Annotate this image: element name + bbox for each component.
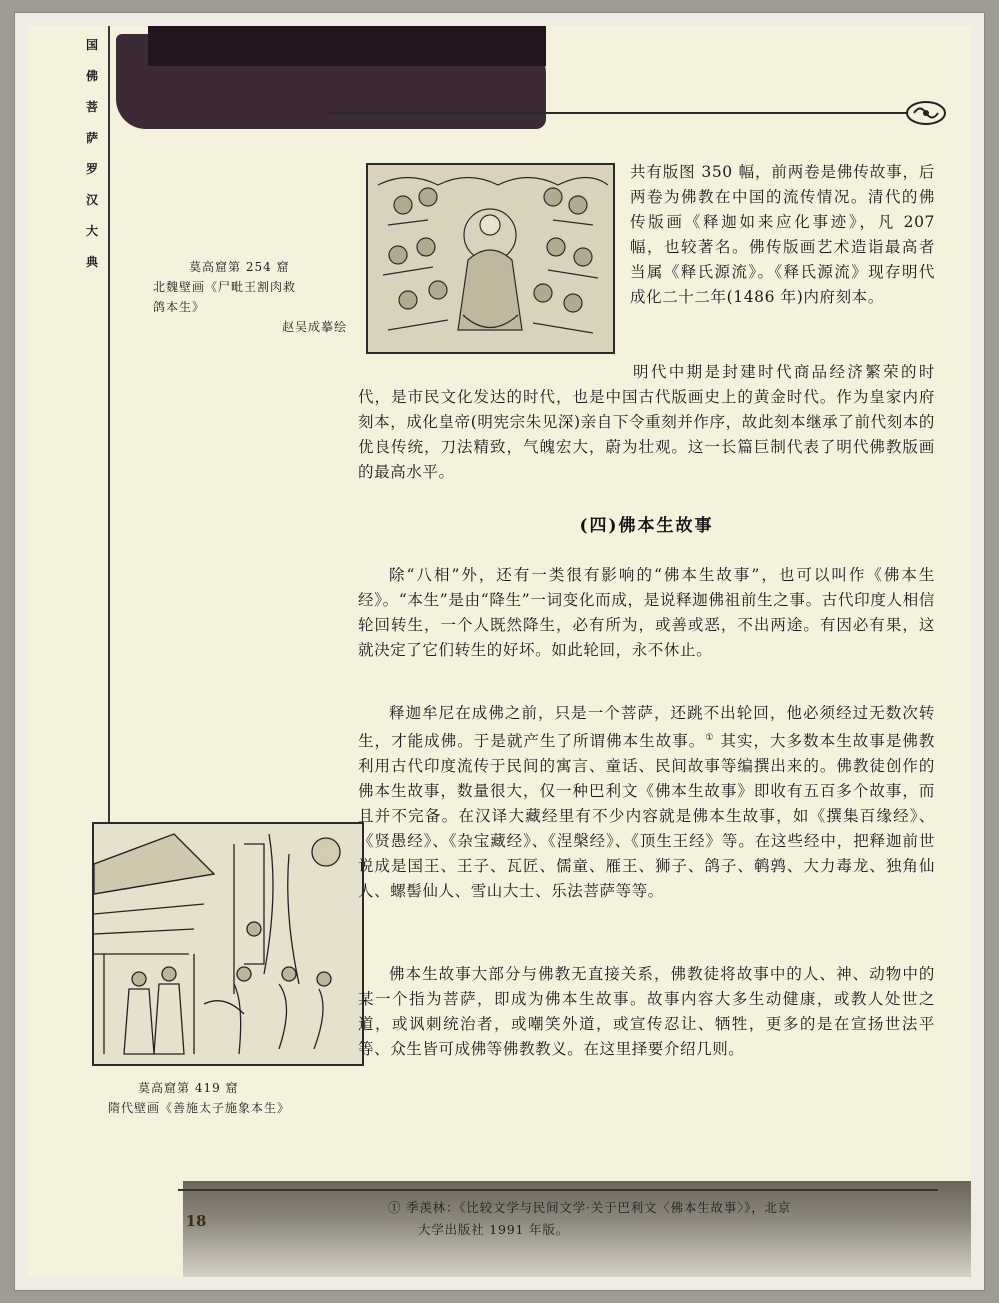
paragraph-jataka-content: 佛本生故事大部分与佛教无直接关系，佛教徒将故事中的人、神、动物中的某一个指为菩萨，即成为佛本生故事。故事内容大多生动健康，或教人处世之道，或讽刺统治者，或嘲笑外道，或宣传忍让、牺牲，更多的是在宣扬世法平等、众生皆可成佛等佛教教义。在这里择要介绍几则。: [358, 965, 935, 1058]
footnote-ref: ①: [705, 733, 715, 743]
paragraph-ming: 明代中期是封建时代商品经济繁荣的时代，是市民文化发达的时代，也是中国古代版画史上的黄金时代。作为皇家内府刻本，成化皇帝(明宪宗朱见深)亲自下令重刻并作序，故此刻本继承了前代刻本的优良传统，刀法精致，气魄宏大，蔚为壮观。这一长篇巨制代表了明代佛教版画的最高水平。: [358, 363, 935, 481]
side-title-char: 国: [85, 38, 98, 52]
side-title-char: 萨: [85, 131, 98, 145]
side-title-char: 佛: [85, 69, 98, 83]
paragraph-text: 其实，大多数本生故事是佛教利用古代印度流传于民间的寓言、童话、民间故事等编撰出来的。佛教徒创作的佛本生故事，数量很大，仅一种巴利文《佛本生故事》即收有五百多个故事，而且并不完备。在汉译大藏经里有不少内容就是佛本生故事，如《撰集百缘经》、《贤愚经》、《杂宝藏经》、《涅槃经》、《顶生王经》等。在这些经中，把释迦前世说成是国王、王子、瓦匠、儒童、雁王、狮子、鸽子、鹌鹑、大力毒龙、独角仙人、螺髻仙人、雪山大士、乐法菩萨等等。: [358, 732, 935, 901]
side-title-char: 菩: [85, 100, 98, 114]
book-page: [28, 26, 971, 1277]
header-rule: [328, 112, 918, 114]
caption-line: 莫高窟第 254 窟: [189, 260, 290, 274]
figure1-caption: [153, 257, 353, 337]
caption-credit: 赵吴成摹绘: [281, 320, 347, 334]
caption-line: 莫高窟第 419 窟: [138, 1081, 239, 1095]
section-heading: (四)佛本生故事: [579, 516, 714, 536]
paragraph-top: 共有版图 350 幅，前两卷是佛传故事，后两卷为佛教在中国的流传情况。清代的佛传版画《释迦如来应化事迹》，凡 207 幅，也较著名。佛传版画艺术造诣最高者当属《释氏源流》。《释氏源流》现存明代成化二十二年(1486 年)内府刻本。: [630, 163, 935, 306]
footnote: [388, 1197, 928, 1241]
footer-rule: [178, 1189, 938, 1191]
paragraph-text: 释迦牟尼在成佛之前，只是一个菩萨，还跳不出轮回，他必须经过无数次转生，才能成佛。于是就产生了所谓佛本生故事。: [358, 704, 935, 751]
side-title-char: 典: [85, 255, 98, 269]
mural-illustration-419: [92, 822, 364, 1066]
side-book-title: [83, 36, 101, 270]
caption-line: 隋代壁画《善施太子施象本生》: [108, 1101, 291, 1115]
header-ink-band: [148, 26, 546, 66]
cloud-ornament-icon: [904, 98, 948, 128]
figure2-caption: [108, 1078, 368, 1118]
page-number: 18: [185, 1212, 207, 1230]
paragraph-jataka-origin: [358, 701, 935, 904]
side-title-char: 罗: [85, 162, 98, 176]
footnote-line: 大学出版社 1991 年版。: [418, 1222, 569, 1237]
side-title-char: 大: [85, 224, 98, 238]
caption-line: 北魏壁画《尸毗王割肉救: [153, 280, 297, 294]
side-title-char: 汉: [85, 193, 98, 207]
caption-line: 鸽本生》: [153, 300, 206, 314]
mural-illustration-254: [366, 163, 615, 354]
paragraph-jataka-intro: 除“八相”外，还有一类很有影响的“佛本生故事”，也可以叫作《佛本生经》。“本生”是由“降生”一词变化而成，是说释迦佛祖前生之事。古代印度人相信轮回转生，一个人既然降生，必有所为，或善或恶，不出两途。有因必有果，这就决定了它们转生的好坏。如此轮回，永不休止。: [358, 566, 935, 659]
footnote-line: ① 季羡林：《比较文学与民间文学·关于巴利文〈佛本生故事〉》，北京: [388, 1200, 792, 1215]
